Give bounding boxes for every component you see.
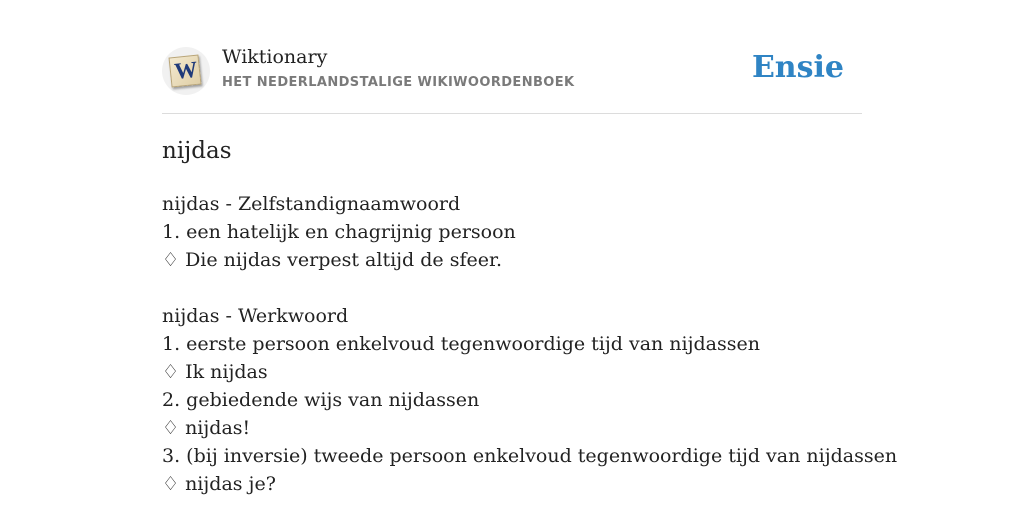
- entry-verb: [162, 302, 898, 498]
- logo-tile-icon: [169, 55, 202, 88]
- site-tagline: HET NEDERLANDSTALIGE WIKIWOORDENBOEK: [222, 75, 575, 90]
- entry-separator: [162, 274, 862, 302]
- site-name[interactable]: Wiktionary: [222, 46, 328, 68]
- example-line: ♢ nijdas je?: [162, 473, 276, 495]
- definition-line: 2. gebiedende wijs van nijdassen: [162, 389, 480, 411]
- definition-line: 1. een hatelijk en chagrijnig persoon: [162, 221, 516, 243]
- site-header: [162, 0, 862, 114]
- example-line: ♢ Ik nijdas: [162, 361, 268, 383]
- wiktionary-logo[interactable]: [162, 47, 210, 95]
- entry-heading: nijdas - Zelfstandignaamwoord: [162, 193, 461, 215]
- definition-line: 3. (bij inversie) tweede persoon enkelvoud tegenwoordige tijd van nijdassen: [162, 445, 898, 467]
- page-title: nijdas: [162, 138, 232, 164]
- example-line: ♢ Die nijdas verpest altijd de sfeer.: [162, 249, 503, 271]
- definition-content: [162, 190, 898, 498]
- logo-letter: W: [173, 56, 199, 85]
- definition-line: 1. eerste persoon enkelvoud tegenwoordige tijd van nijdassen: [162, 333, 760, 355]
- ensie-brand-link[interactable]: Ensie: [751, 50, 844, 85]
- entry-noun: [162, 190, 862, 274]
- example-line: ♢ nijdas!: [162, 417, 251, 439]
- entry-heading: nijdas - Werkwoord: [162, 305, 349, 327]
- page-container: [162, 0, 898, 495]
